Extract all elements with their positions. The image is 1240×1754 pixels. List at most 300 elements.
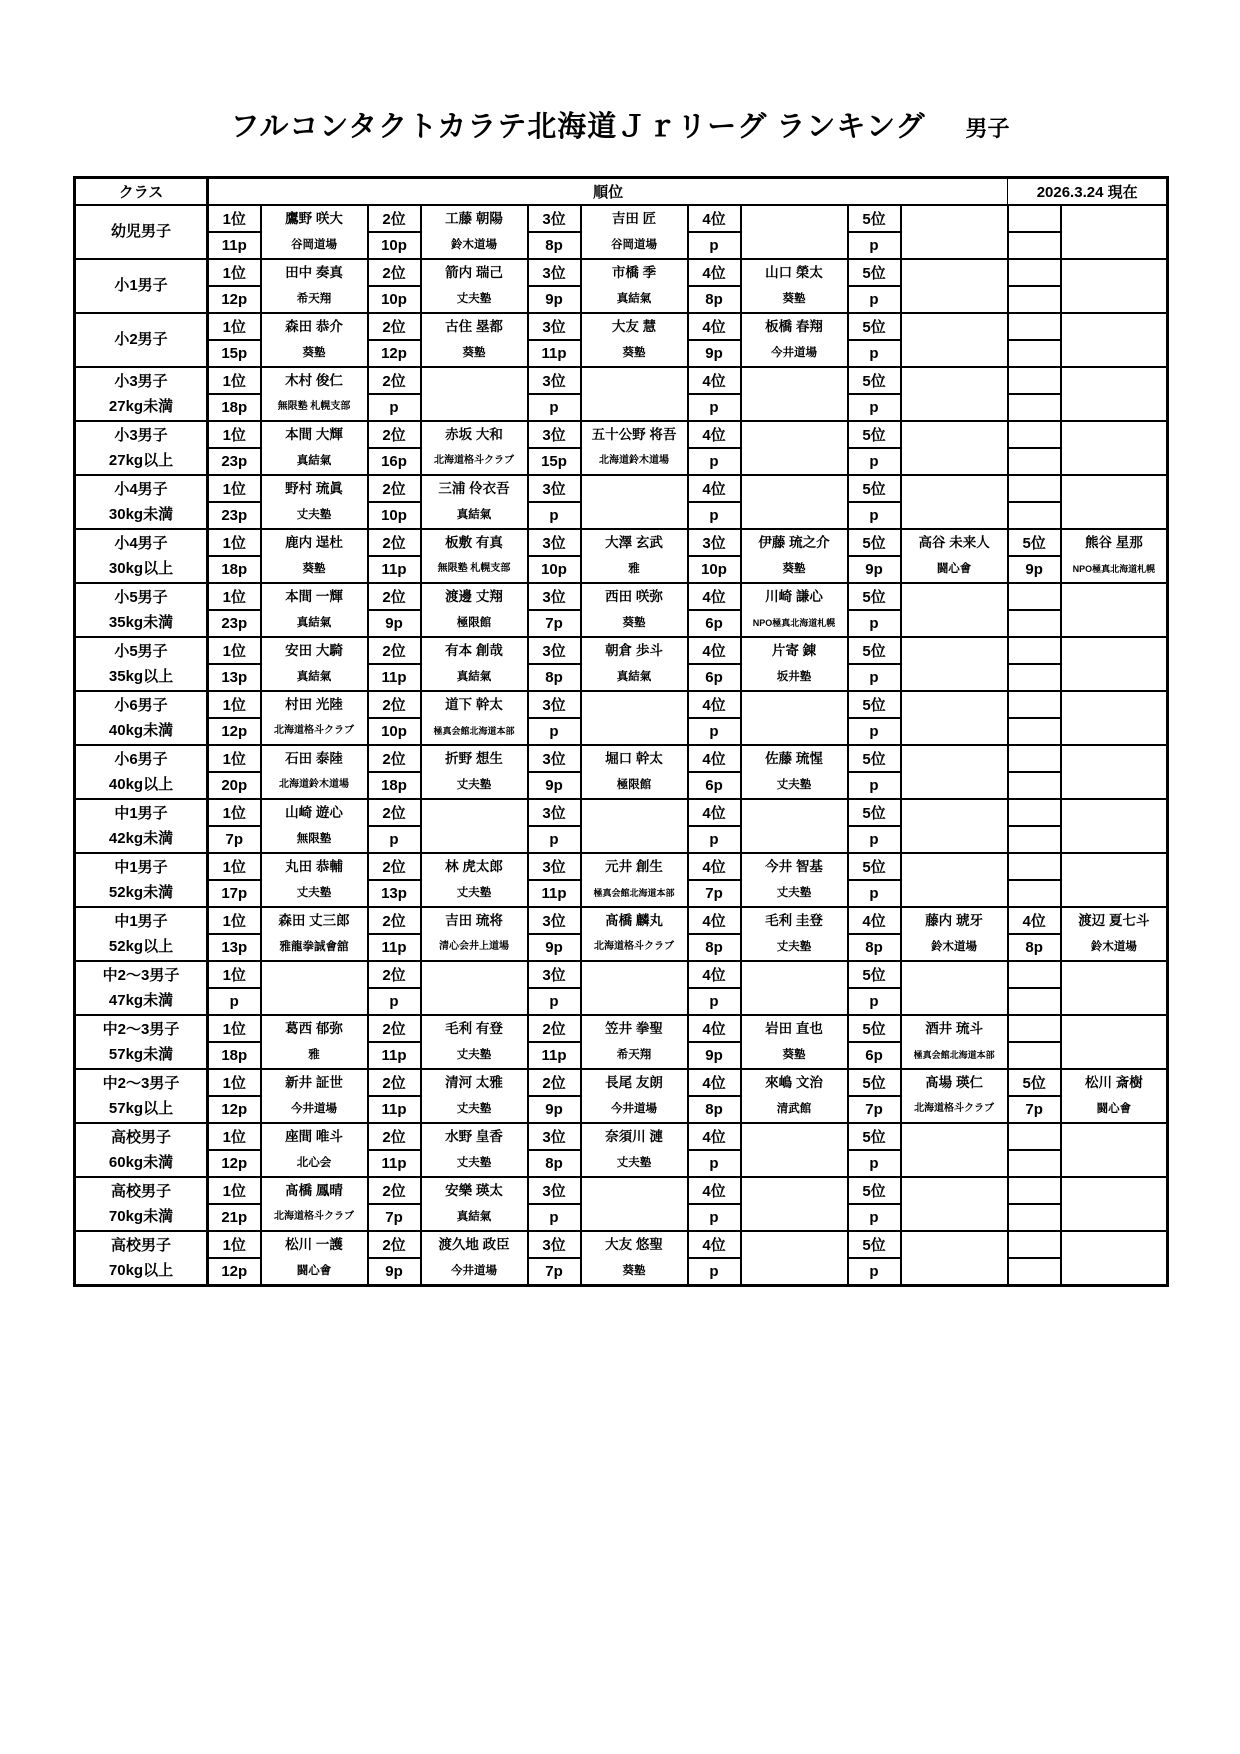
points-cell — [1008, 286, 1061, 313]
entrant-dojo: 真結氣 — [296, 670, 332, 683]
entrant-dojo: 闘心會 — [296, 1264, 332, 1277]
entrant-name: 西田 咲弥 — [605, 588, 663, 604]
entry-cell — [1061, 1123, 1168, 1177]
rank-cell: 5位 — [848, 637, 901, 664]
points-cell: 7p — [368, 1204, 421, 1231]
entrant-dojo — [582, 1204, 687, 1230]
rank-cell: 5位 — [848, 1177, 901, 1204]
entrant-dojo — [582, 826, 687, 852]
class-rank-row — [75, 1123, 1168, 1150]
class-cell — [75, 745, 208, 799]
class-name: 中1男子 — [114, 858, 168, 876]
points-cell: 6p — [688, 772, 741, 799]
rank-cell — [1008, 475, 1061, 502]
points-cell: 8p — [848, 934, 901, 961]
entrant-dojo: 丈夫塾 — [776, 886, 812, 899]
entrant-dojo: 北海道鈴木道場 — [279, 778, 349, 790]
entrant-dojo: 雅 — [308, 1048, 320, 1061]
entrant-dojo — [902, 448, 1007, 474]
entry-cell — [901, 799, 1008, 853]
entry-cell — [1061, 637, 1168, 691]
points-cell: p — [848, 340, 901, 367]
points-cell — [1008, 880, 1061, 907]
entry-cell — [1061, 745, 1168, 799]
class-cell — [75, 367, 208, 421]
rank-cell — [1008, 1123, 1061, 1150]
entrant-dojo — [902, 394, 1007, 420]
entry-cell — [261, 313, 368, 367]
entry-cell — [421, 367, 528, 421]
points-cell: p — [848, 664, 901, 691]
rank-cell: 3位 — [528, 421, 581, 448]
rank-cell: 3位 — [528, 745, 581, 772]
entrant-name: 箭内 瑞己 — [445, 264, 503, 280]
entry-cell — [741, 1177, 848, 1231]
rank-cell: 1位 — [208, 583, 261, 610]
entrant-name: 木村 俊仁 — [285, 372, 343, 388]
entry-cell — [421, 259, 528, 313]
rank-cell — [1008, 1231, 1061, 1258]
entry-cell — [421, 691, 528, 745]
rank-cell — [1008, 259, 1061, 286]
rank-cell: 4位 — [688, 1231, 741, 1258]
entrant-dojo — [742, 718, 847, 744]
points-cell: 9p — [368, 1258, 421, 1285]
entry-cell — [421, 961, 528, 1015]
entrant-dojo: 真結氣 — [616, 292, 652, 305]
entrant-name: 道下 幹太 — [445, 696, 503, 712]
rank-cell: 3位 — [528, 637, 581, 664]
points-cell: p — [528, 988, 581, 1015]
entrant-name — [902, 368, 1007, 394]
entrant-dojo: 葵塾 — [782, 562, 806, 575]
rank-cell: 5位 — [848, 1015, 901, 1042]
entry-cell — [581, 583, 688, 637]
entrant-name: 高谷 未来人 — [918, 534, 990, 550]
entry-cell — [581, 313, 688, 367]
entrant-dojo: 雅 — [628, 562, 640, 575]
entry-cell — [901, 475, 1008, 529]
points-cell: 16p — [368, 448, 421, 475]
points-cell: 11p — [528, 340, 581, 367]
entry-cell — [261, 907, 368, 961]
entrant-dojo — [1062, 1042, 1167, 1068]
entrant-name: 山崎 遊心 — [285, 804, 343, 820]
class-rank-row — [75, 745, 1168, 772]
rank-cell: 2位 — [368, 1015, 421, 1042]
rank-cell — [1008, 745, 1061, 772]
points-cell: p — [688, 718, 741, 745]
entry-cell — [261, 799, 368, 853]
entrant-name — [1062, 1016, 1167, 1042]
entry-cell — [261, 583, 368, 637]
rank-cell — [1008, 691, 1061, 718]
points-cell — [1008, 394, 1061, 421]
rank-cell: 1位 — [208, 1069, 261, 1096]
entry-cell — [421, 529, 528, 583]
points-cell: p — [368, 826, 421, 853]
entrant-dojo — [902, 988, 1007, 1014]
entrant-name — [742, 962, 847, 988]
entrant-name — [1062, 260, 1167, 286]
entrant-dojo — [902, 340, 1007, 366]
rank-cell: 1位 — [208, 1177, 261, 1204]
points-cell: 8p — [688, 934, 741, 961]
entrant-dojo — [902, 826, 1007, 852]
class-weight: 30kg未満 — [108, 505, 174, 523]
points-cell: p — [528, 826, 581, 853]
entry-cell — [261, 745, 368, 799]
points-cell: 11p — [368, 1042, 421, 1069]
entry-cell — [421, 745, 528, 799]
rank-cell: 1位 — [208, 475, 261, 502]
class-weight: 27kg以上 — [108, 451, 174, 469]
points-cell: 11p — [368, 556, 421, 583]
entrant-dojo: 真結氣 — [456, 670, 492, 683]
entry-cell — [581, 799, 688, 853]
rank-cell: 3位 — [528, 1231, 581, 1258]
entrant-dojo: 鈴木道場 — [931, 940, 978, 953]
entry-cell — [901, 1069, 1008, 1123]
class-rank-row — [75, 583, 1168, 610]
class-cell — [75, 1231, 208, 1286]
points-cell — [1008, 664, 1061, 691]
entry-cell — [261, 637, 368, 691]
class-weight: 40kg未満 — [108, 721, 174, 739]
class-weight: 40kg以上 — [108, 775, 174, 793]
points-cell: 11p — [368, 1096, 421, 1123]
entrant-dojo: 丈夫塾 — [296, 508, 332, 521]
rank-cell: 2位 — [368, 1123, 421, 1150]
entrant-name: 村田 光陸 — [285, 696, 343, 712]
rank-cell: 5位 — [848, 691, 901, 718]
rank-cell: 4位 — [688, 421, 741, 448]
points-cell: 12p — [208, 1258, 261, 1285]
points-cell: p — [848, 772, 901, 799]
entrant-name — [1062, 962, 1167, 988]
class-name: 小3男子 — [114, 372, 168, 390]
rank-cell: 3位 — [528, 907, 581, 934]
entry-cell — [421, 475, 528, 529]
class-name: 高校男子 — [110, 1236, 171, 1254]
entrant-name — [742, 206, 847, 232]
entrant-dojo: 清心会井上道場 — [439, 940, 509, 952]
entrant-dojo — [742, 394, 847, 420]
class-cell — [75, 853, 208, 907]
entrant-dojo — [902, 718, 1007, 744]
entry-cell — [261, 475, 368, 529]
entry-cell — [1061, 1069, 1168, 1123]
class-cell — [75, 583, 208, 637]
entrant-dojo — [1062, 772, 1167, 798]
entrant-dojo — [422, 988, 527, 1014]
entry-cell — [901, 421, 1008, 475]
entrant-dojo: 真結氣 — [296, 454, 332, 467]
points-cell — [1008, 502, 1061, 529]
entrant-name — [742, 476, 847, 502]
class-weight: 27kg未満 — [108, 397, 174, 415]
entry-cell — [1061, 1177, 1168, 1231]
class-cell — [75, 475, 208, 529]
entrant-dojo: 真結氣 — [456, 1210, 492, 1223]
rank-cell: 1位 — [208, 529, 261, 556]
rank-cell: 5位 — [848, 853, 901, 880]
points-cell: 13p — [208, 664, 261, 691]
entrant-name: 熊谷 星那 — [1085, 534, 1143, 550]
points-cell: 7p — [688, 880, 741, 907]
entrant-name: 毛利 圭登 — [765, 912, 823, 928]
class-name: 小4男子 — [114, 480, 168, 498]
rank-cell — [1008, 421, 1061, 448]
entry-cell — [741, 637, 848, 691]
rank-cell: 4位 — [688, 367, 741, 394]
entry-cell — [581, 1015, 688, 1069]
entrant-name — [902, 746, 1007, 772]
points-cell — [1008, 232, 1061, 259]
rank-cell: 5位 — [848, 475, 901, 502]
class-cell — [75, 691, 208, 745]
entry-cell — [421, 1123, 528, 1177]
points-cell: p — [848, 718, 901, 745]
rank-cell: 2位 — [368, 529, 421, 556]
entry-cell — [581, 1177, 688, 1231]
rank-cell: 4位 — [688, 583, 741, 610]
entry-cell — [741, 961, 848, 1015]
points-cell: p — [848, 1258, 901, 1285]
rank-cell — [1008, 1015, 1061, 1042]
entry-cell — [261, 421, 368, 475]
entrant-dojo: 丈夫塾 — [296, 886, 332, 899]
entry-cell — [741, 1123, 848, 1177]
entrant-name — [1062, 422, 1167, 448]
entrant-dojo: 今井道場 — [771, 346, 817, 359]
rank-cell: 2位 — [368, 637, 421, 664]
rank-cell: 5位 — [848, 1231, 901, 1258]
entrant-name: 田中 奏真 — [285, 264, 343, 280]
points-cell: p — [528, 394, 581, 421]
entry-cell — [901, 691, 1008, 745]
entry-cell — [421, 421, 528, 475]
entrant-name: 古住 塁都 — [445, 318, 503, 334]
entry-cell — [1061, 1015, 1168, 1069]
points-cell: 6p — [688, 610, 741, 637]
class-rank-row — [75, 367, 1168, 394]
points-cell: 12p — [208, 286, 261, 313]
rank-cell: 2位 — [368, 853, 421, 880]
entrant-dojo: 清武館 — [776, 1102, 812, 1115]
entrant-name: 佐藤 琉惺 — [765, 750, 823, 766]
entrant-dojo — [1062, 286, 1167, 312]
points-cell: 11p — [368, 1150, 421, 1177]
as-of-date: 2026.3.24 現在 — [1008, 178, 1168, 205]
rank-cell: 3位 — [528, 367, 581, 394]
entry-cell — [901, 529, 1008, 583]
entrant-dojo — [1062, 826, 1167, 852]
points-cell: 8p — [528, 1150, 581, 1177]
points-cell: p — [688, 1150, 741, 1177]
rank-cell: 3位 — [528, 583, 581, 610]
entry-cell — [261, 205, 368, 259]
rank-cell: 3位 — [528, 475, 581, 502]
entrant-name: 鹿内 逞杜 — [285, 534, 343, 550]
entrant-dojo — [902, 1204, 1007, 1230]
entry-cell — [581, 745, 688, 799]
points-cell: 23p — [208, 502, 261, 529]
entry-cell — [421, 907, 528, 961]
rank-cell: 1位 — [208, 1231, 261, 1258]
entrant-name — [902, 476, 1007, 502]
rank-cell: 1位 — [208, 1123, 261, 1150]
class-weight: 57kg未満 — [108, 1045, 174, 1063]
entry-cell — [261, 961, 368, 1015]
entry-cell — [1061, 853, 1168, 907]
points-cell: p — [848, 1150, 901, 1177]
points-cell: 8p — [528, 664, 581, 691]
entrant-dojo: 北海道格斗クラブ — [274, 724, 354, 736]
entry-cell — [261, 1069, 368, 1123]
entry-cell — [901, 583, 1008, 637]
rank-cell: 1位 — [208, 961, 261, 988]
class-cell — [75, 907, 208, 961]
entrant-name — [262, 962, 367, 988]
class-cell — [75, 961, 208, 1015]
entry-cell — [741, 1069, 848, 1123]
entrant-name — [1062, 1178, 1167, 1204]
entrant-dojo — [902, 286, 1007, 312]
entrant-dojo — [742, 1150, 847, 1176]
entry-cell — [261, 367, 368, 421]
entrant-dojo: 無限塾 札幌支部 — [437, 562, 511, 574]
entry-cell — [581, 1231, 688, 1286]
entrant-name: 野村 琉眞 — [285, 480, 343, 496]
entrant-dojo — [1062, 610, 1167, 636]
entry-cell — [261, 691, 368, 745]
points-cell — [1008, 448, 1061, 475]
entry-cell — [261, 529, 368, 583]
rank-cell: 5位 — [848, 259, 901, 286]
entrant-dojo — [742, 232, 847, 258]
points-cell: 17p — [208, 880, 261, 907]
rank-cell: 1位 — [208, 313, 261, 340]
rank-cell: 4位 — [688, 475, 741, 502]
points-cell: 11p — [528, 880, 581, 907]
rank-cell: 3位 — [528, 691, 581, 718]
entrant-dojo: 極限館 — [456, 616, 492, 629]
rank-cell: 1位 — [208, 907, 261, 934]
entry-cell — [421, 313, 528, 367]
entrant-name: 工藤 朝陽 — [445, 210, 503, 226]
entrant-name: 大友 悠聖 — [605, 1236, 663, 1252]
entrant-dojo: 鈴木道場 — [1090, 940, 1137, 953]
rank-cell: 4位 — [848, 907, 901, 934]
entry-cell — [741, 1231, 848, 1286]
points-cell: 15p — [528, 448, 581, 475]
rank-cell: 4位 — [688, 745, 741, 772]
class-name: 小1男子 — [114, 277, 168, 294]
entrant-dojo: 丈夫塾 — [456, 1048, 492, 1061]
entrant-dojo — [1062, 502, 1167, 528]
points-cell: 10p — [368, 232, 421, 259]
entrant-name — [902, 422, 1007, 448]
class-name: 小6男子 — [114, 750, 168, 768]
rank-cell — [1008, 583, 1061, 610]
class-weight: 52kg未満 — [108, 883, 174, 901]
points-cell: 10p — [368, 502, 421, 529]
class-cell — [75, 529, 208, 583]
entry-cell — [1061, 961, 1168, 1015]
entrant-name: 來嶋 文治 — [765, 1074, 823, 1090]
entrant-name — [1062, 368, 1167, 394]
entry-cell — [1061, 421, 1168, 475]
entrant-name: 松川 一護 — [285, 1236, 343, 1252]
points-cell: p — [528, 1204, 581, 1231]
entry-cell — [421, 205, 528, 259]
rank-cell: 2位 — [368, 961, 421, 988]
entry-cell — [261, 1231, 368, 1286]
entrant-dojo: NPO極真北海道札幌 — [752, 617, 836, 628]
entry-cell — [901, 1177, 1008, 1231]
entrant-name: 林 虎太郎 — [445, 858, 503, 874]
entry-cell — [1061, 475, 1168, 529]
entrant-name — [1062, 800, 1167, 826]
rank-cell: 4位 — [688, 637, 741, 664]
points-cell: p — [688, 394, 741, 421]
entrant-name: 松川 斎樹 — [1085, 1074, 1143, 1090]
points-cell: 23p — [208, 610, 261, 637]
entrant-dojo: 今井道場 — [451, 1264, 497, 1277]
rank-cell: 4位 — [688, 259, 741, 286]
rank-cell: 3位 — [528, 961, 581, 988]
entrant-name: 酒井 琉斗 — [925, 1020, 983, 1036]
points-cell: 7p — [208, 826, 261, 853]
rank-cell — [1008, 313, 1061, 340]
class-rank-row — [75, 205, 1168, 232]
entrant-name: 安樂 瑛太 — [445, 1182, 503, 1198]
class-weight: 52kg以上 — [108, 937, 174, 955]
entrant-name: 板橋 春翔 — [765, 318, 823, 334]
entrant-name — [902, 962, 1007, 988]
class-rank-row — [75, 475, 1168, 502]
points-cell: p — [848, 394, 901, 421]
class-weight: 70kg以上 — [108, 1261, 174, 1279]
points-cell: 15p — [208, 340, 261, 367]
entrant-dojo — [1062, 1258, 1167, 1284]
entrant-dojo: 鈴木道場 — [451, 238, 497, 251]
class-weight: 47kg未満 — [108, 991, 174, 1009]
entrant-dojo — [1062, 664, 1167, 690]
class-rank-row — [75, 529, 1168, 556]
entrant-name: 今井 智基 — [765, 858, 823, 874]
rank-cell: 3位 — [688, 529, 741, 556]
entrant-dojo: 極真会館北海道本部 — [433, 725, 515, 736]
entrant-dojo: 北心会 — [296, 1156, 332, 1169]
points-cell: p — [848, 448, 901, 475]
entrant-dojo — [1062, 718, 1167, 744]
entrant-dojo: 北海道格斗クラブ — [594, 940, 674, 952]
entry-cell — [421, 1069, 528, 1123]
class-name: 小5男子 — [114, 642, 168, 660]
entry-cell — [741, 583, 848, 637]
entry-cell — [581, 691, 688, 745]
rank-cell: 1位 — [208, 637, 261, 664]
entrant-dojo — [902, 772, 1007, 798]
entrant-dojo: 雅龍拳誠會舘 — [279, 940, 349, 953]
entrant-name: 大澤 玄武 — [605, 534, 663, 550]
rank-cell: 5位 — [848, 367, 901, 394]
rank-cell: 4位 — [688, 799, 741, 826]
entry-cell — [261, 1015, 368, 1069]
entrant-name — [1062, 638, 1167, 664]
